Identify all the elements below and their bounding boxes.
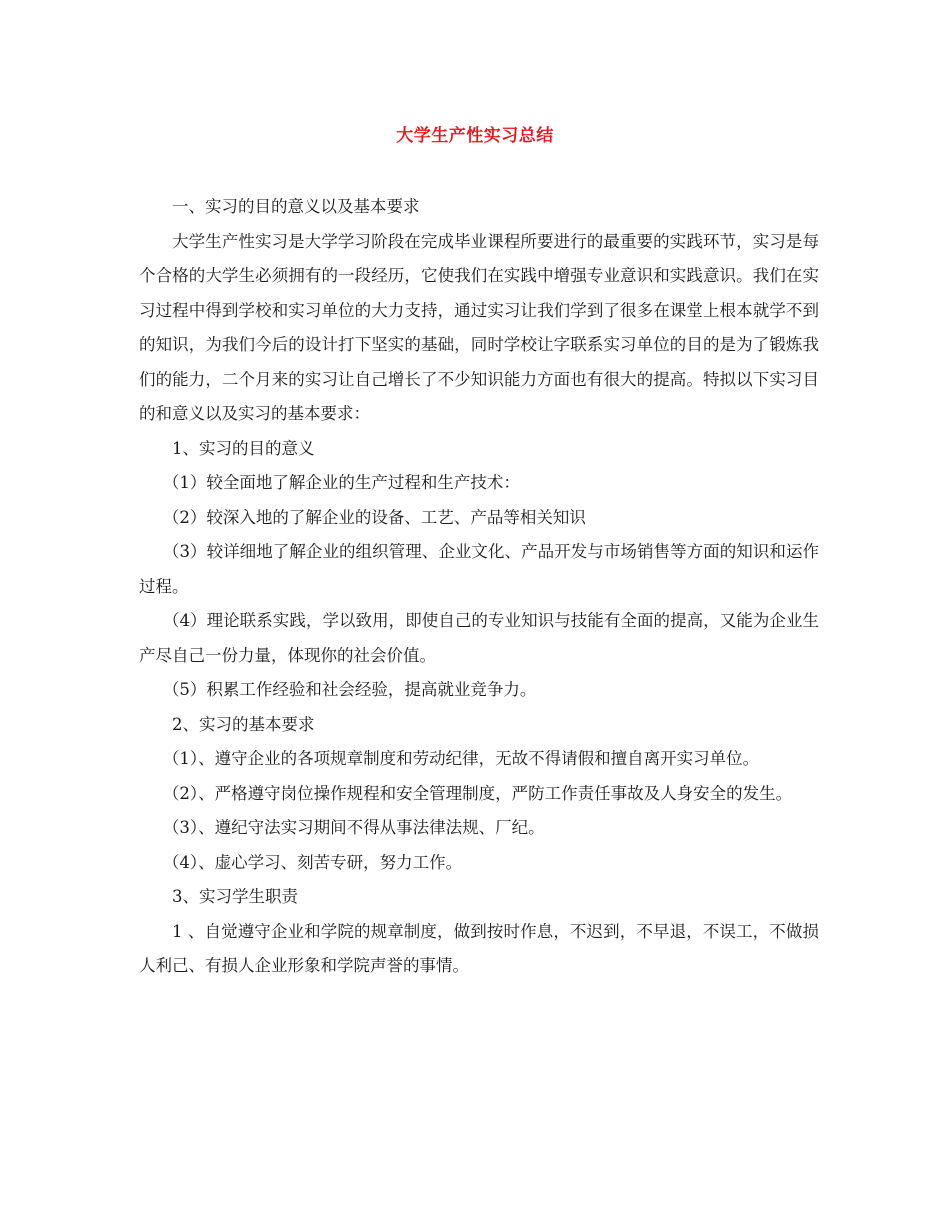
- document-body: [139, 190, 819, 984]
- list-item: （4）理论联系实践，学以致用，即使自己的专业知识与技能有全面的提高，又能为企业生产尽自己一份力量，体现你的社会价值。: [139, 611, 819, 665]
- list-item: （2）较深入地的了解企业的设备、工艺、产品等相关知识: [162, 507, 586, 527]
- subsection-heading-1: 1、实习的目的意义: [172, 438, 315, 458]
- document-title: 大学生产性实习总结: [396, 126, 554, 146]
- list-item: （5）积累工作经验和社会经验，提高就业竞争力。: [162, 680, 537, 699]
- list-item: （3）较详细地了解企业的组织管理、企业文化、产品开发与市场销售等方面的知识和运作过程。: [139, 542, 819, 596]
- list-item: （2）、严格遵守岗位操作规程和安全管理制度，严防工作责任事故及人身安全的发生。: [162, 783, 793, 803]
- section-heading-1: 一、实习的目的意义以及基本要求: [172, 197, 420, 216]
- list-item: （3）、遵纪守法实习期间不得从事法律法规、厂纪。: [162, 818, 545, 837]
- list-item: （4）、虚心学习、刻苦专研，努力工作。: [162, 852, 463, 872]
- list-item: （1）较全面地了解企业的生产过程和生产技术：: [162, 473, 520, 492]
- subsection-heading-3: 3、实习学生职责: [172, 887, 298, 906]
- paragraph-intro: 大学生产性实习是大学学习阶段在完成毕业课程所要进行的最重要的实践环节，实习是每个合格的大学生必须拥有的一段经历，它使我们在实践中增强专业意识和实践意识。我们在实习过程中得到学校和实习单位的大力支持，通过实习让我们学到了很多在课堂上根本就学不到的知识，为我们今后的设计打下坚实的基础，同时学校让字联系实习单位的目的是为了锻炼我们的能力，二个月来的实习让自己增长了不少知识能力方面也有很大的提高。特拟以下实习目的和意义以及实习的基本要求：: [139, 231, 819, 423]
- list-item: （1）、遵守企业的各项规章制度和劳动纪律，无故不得请假和擅自离开实习单位。: [162, 749, 760, 768]
- list-item: 1 、自觉遵守企业和学院的规章制度，做到按时作息，不迟到，不早退，不误工，不做损人利己、有损人企业形象和学院声誉的事情。: [139, 921, 819, 975]
- subsection-heading-2: 2、实习的基本要求: [172, 714, 315, 734]
